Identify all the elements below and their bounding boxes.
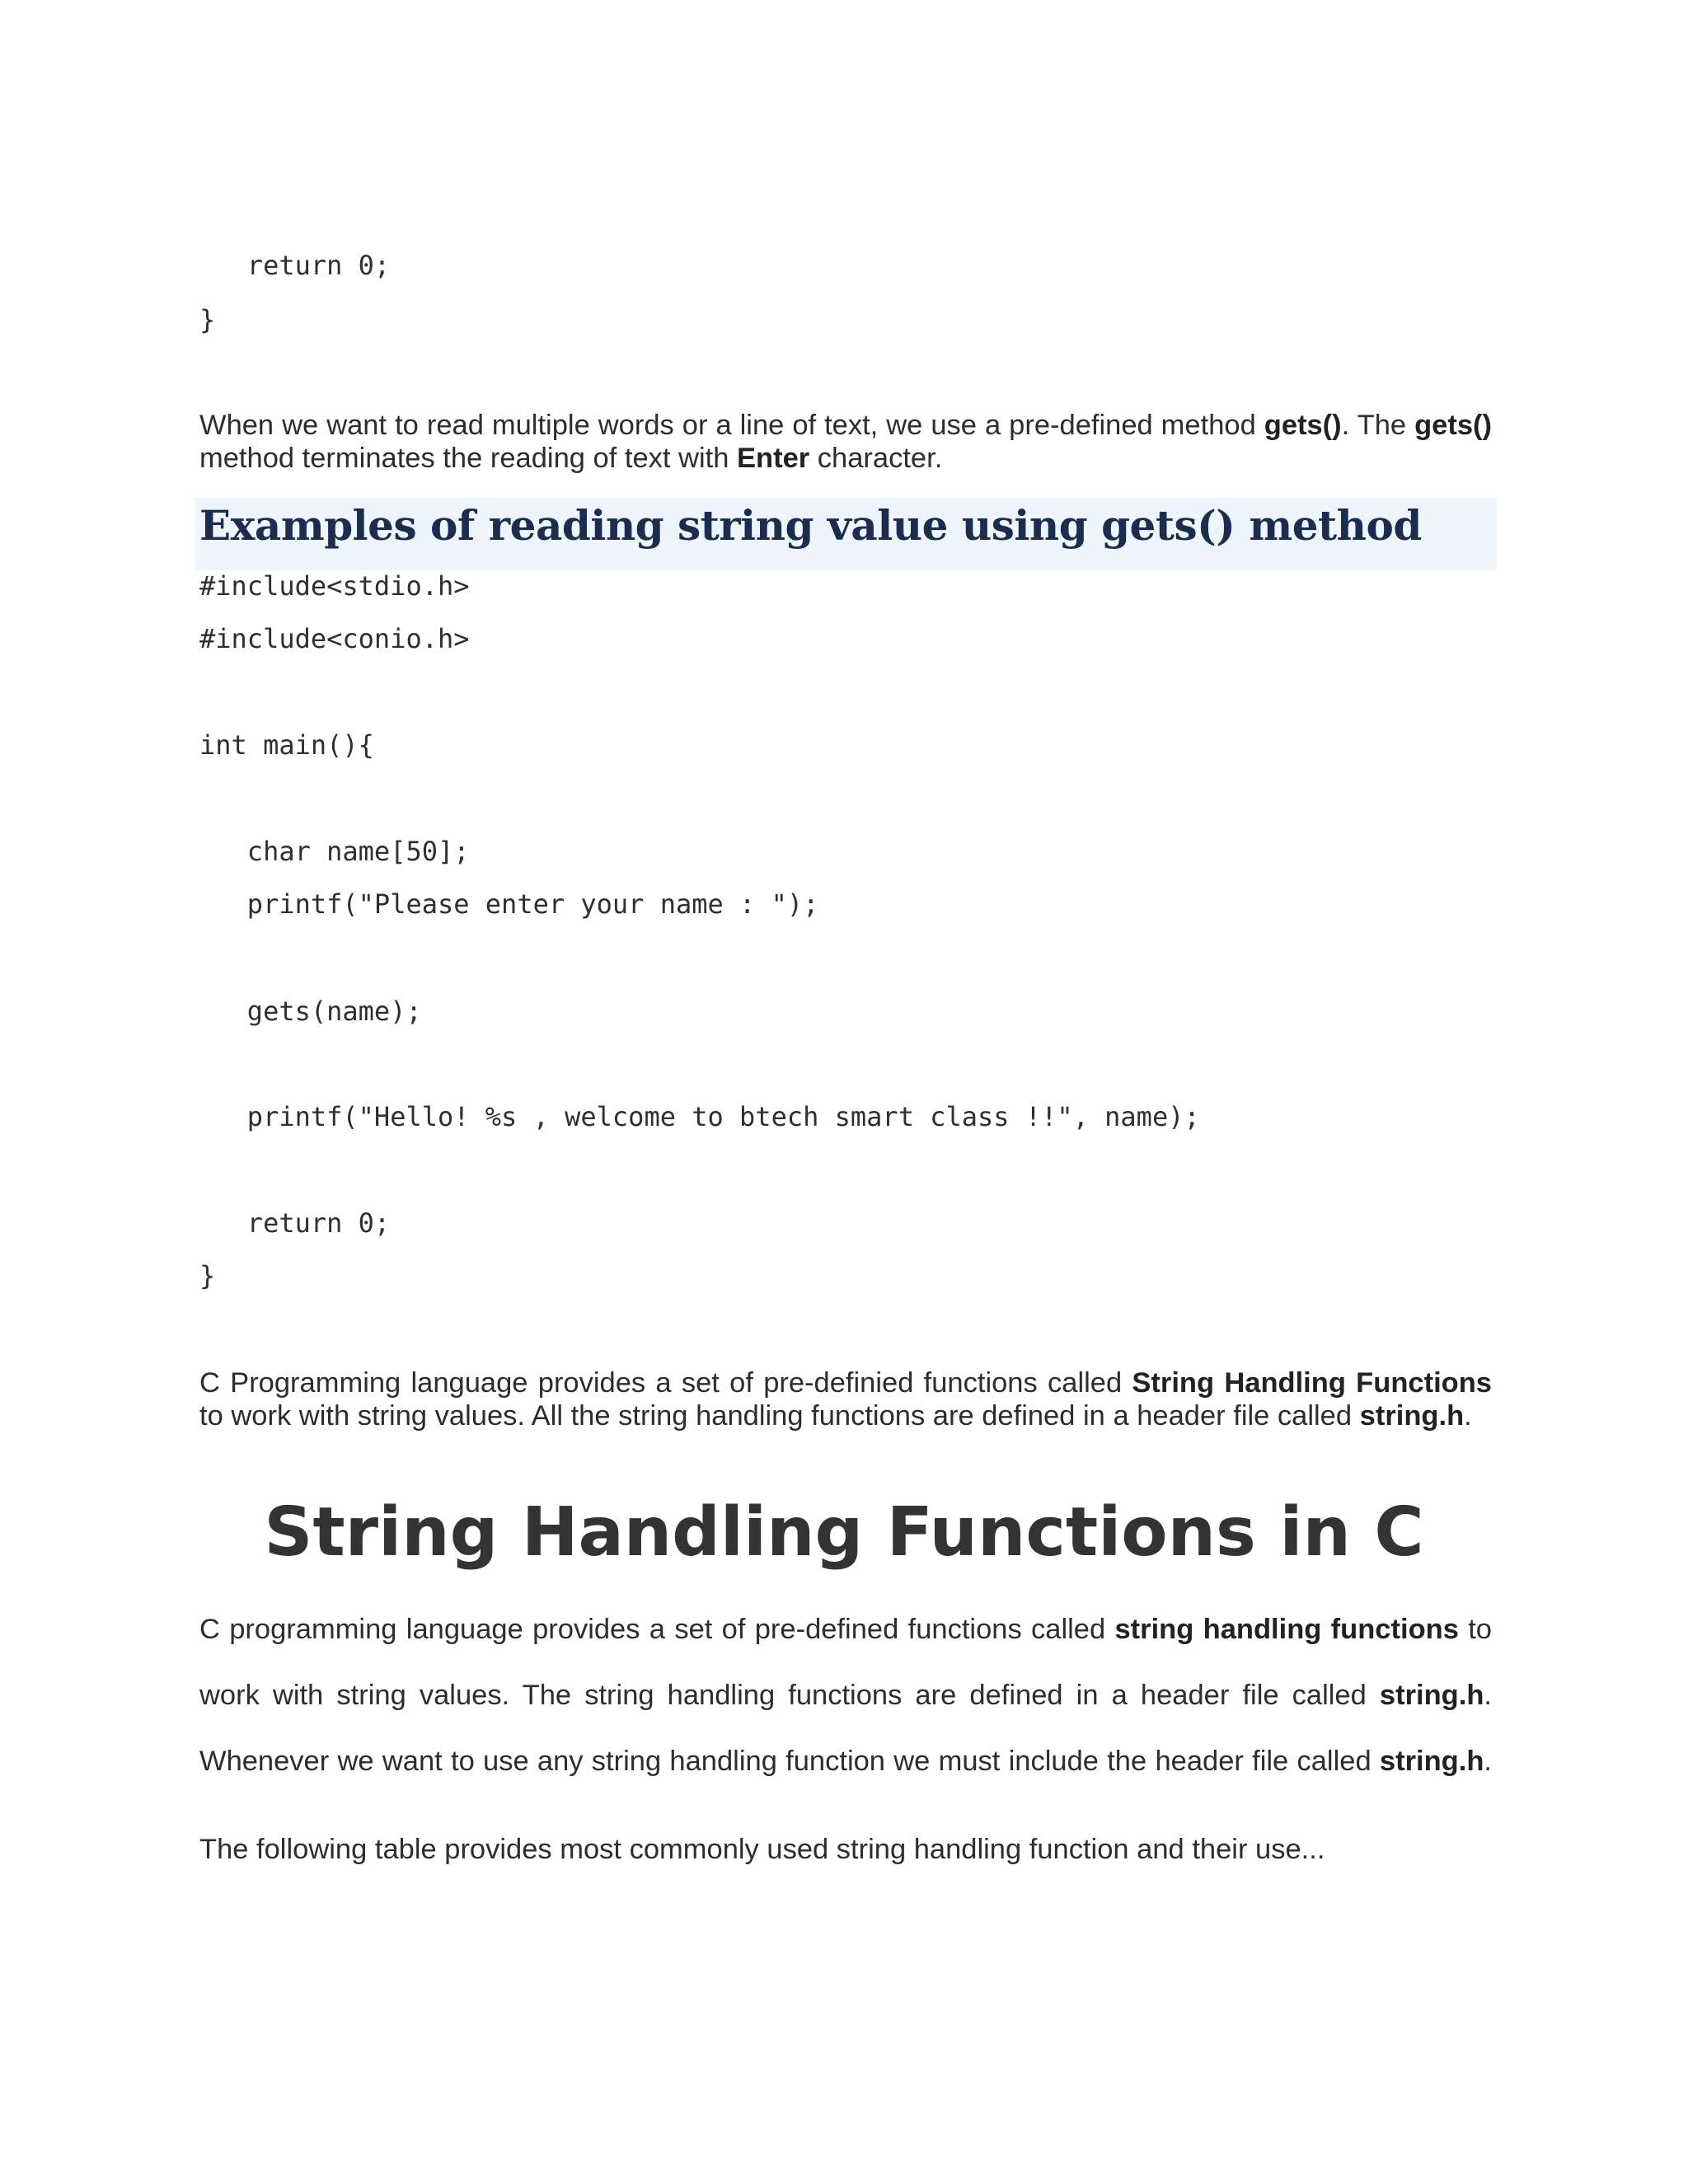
description-line-3: Whenever we want to use any string handling function we must include the header file called string.h. (199, 1746, 1492, 1777)
code-line: printf("Hello! %s , welcome to btech smart class !!", name); (199, 1101, 1200, 1132)
description-line-1: C programming language provides a set of pre-defined functions called string handling functions to (199, 1614, 1492, 1645)
code-line: gets(name); (199, 996, 422, 1027)
code-line-return: return 0; (199, 250, 391, 281)
functions-paragraph: C Programming language provides a set of pre-definied functions called String Handling Functions to work with string values. All the string handling functions are defined in a header file called string.h. (199, 1367, 1492, 1432)
code-line: #include<stdio.h> (199, 570, 470, 602)
code-line-close-brace: } (199, 304, 216, 335)
intro-paragraph: When we want to read multiple words or a line of text, we use a pre-defined method gets(). The gets() method terminates the reading of text with Enter character. (199, 410, 1492, 474)
code-line: printf("Please enter your name : "); (199, 888, 819, 920)
code-line: return 0; (199, 1207, 391, 1239)
table-intro: The following table provides most commonly used string handling function and their use... (199, 1834, 1325, 1865)
description-line-2: work with string values. The string handling functions are defined in a header file called string.h. (199, 1680, 1492, 1711)
code-line: } (199, 1260, 216, 1291)
code-line: int main(){ (199, 729, 374, 761)
code-line: #include<conio.h> (199, 623, 470, 654)
page-title: String Handling Functions in C (264, 1493, 1424, 1572)
code-line: char name[50]; (199, 836, 470, 867)
section-heading: Examples of reading string value using gets() method (199, 501, 1422, 550)
